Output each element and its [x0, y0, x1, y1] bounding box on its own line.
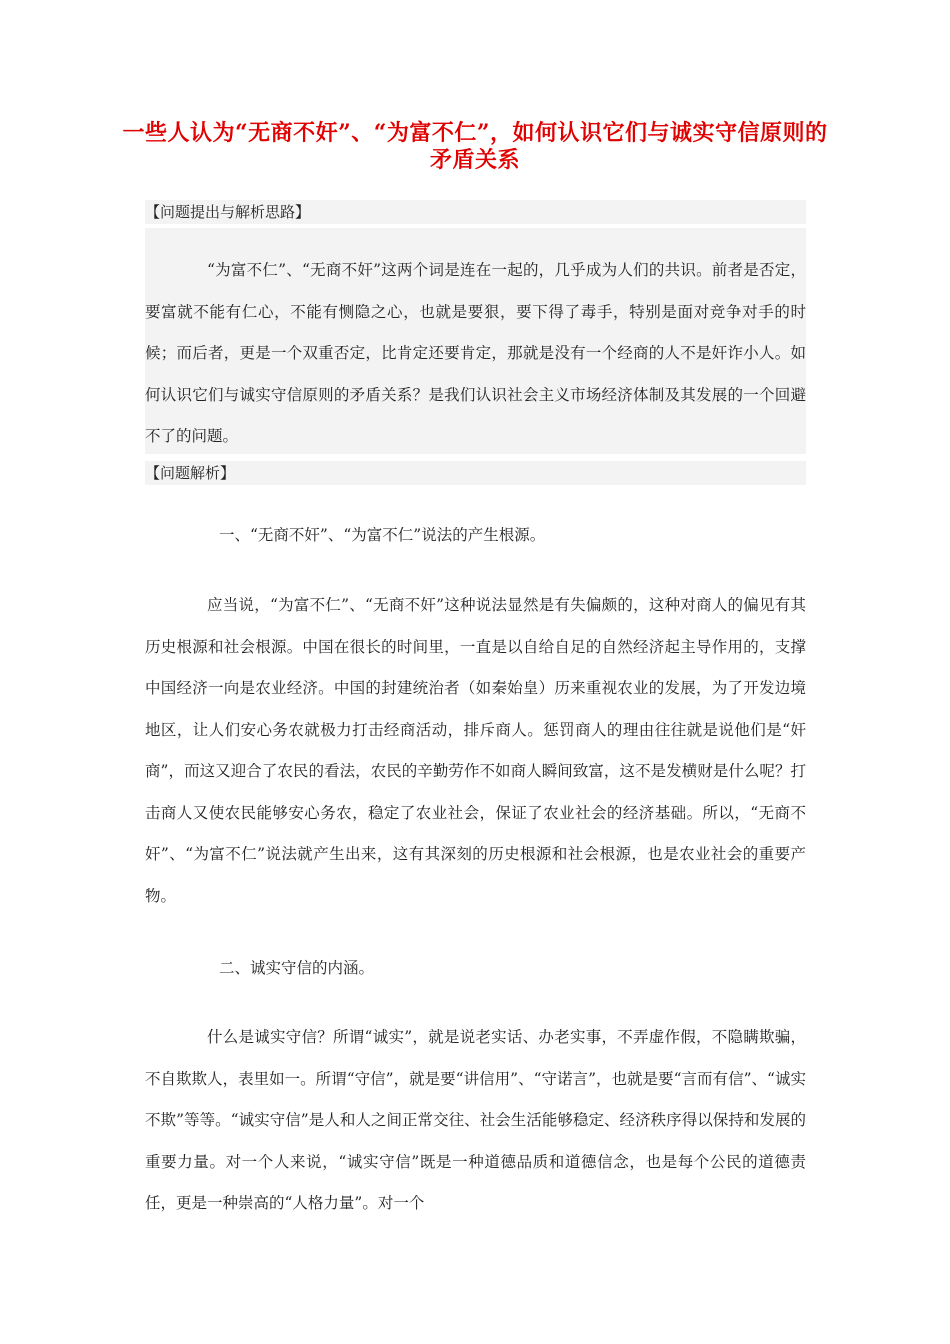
- paragraph-honesty: 什么是诚实守信？所谓“诚实”，就是说老实话、办老实事，不弄虚作假，不隐瞒欺骗，不自欺欺人，表里如一。所谓“守信”，就是要“讲信用”、“守诺言”，也就是要“言而有信”、“诚实不欺”等等。“诚实守信”是人和人之间正常交往、社会生活能够稳定、经济秩序得以保持和发展的重要力量。对一个人来说，“诚实守信”既是一种道德品质和道德信念，也是每个公民的道德责任，更是一种崇高的“人格力量”。对一个: [145, 1028, 806, 1212]
- subheading-origin: 一、“无商不奸”、“为富不仁”说法的产生根源。: [219, 526, 546, 544]
- section-heading-problem: 【问题提出与解析思路】: [145, 200, 806, 224]
- paragraph-origin: 应当说，“为富不仁”、“无商不奸”这种说法显然是有失偏颇的，这种对商人的偏见有其历史根源和社会根源。中国在很长的时间里，一直是以自给自足的自然经济起主导作用的，支撑中国经济一向是农业经济。中国的封建统治者（如秦始皇）历来重视农业的发展，为了开发边境地区，让人们安心务农就极力打击经商活动，排斥商人。惩罚商人的理由往往就是说他们是“奸商”，而这又迎合了农民的看法，农民的辛勤劳作不如商人瞬间致富，这不是发横财是什么呢？打击商人又使农民能够安心务农，稳定了农业社会，保证了农业社会的经济基础。所以，“无商不奸”、“为富不仁”说法就产生出来，这有其深刻的历史根源和社会根源，也是农业社会的重要产物。: [145, 596, 806, 905]
- subheading-honesty: 二、诚实守信的内涵。: [219, 959, 375, 977]
- section-heading-analysis: 【问题解析】: [145, 461, 806, 485]
- paragraph-problem-intro: “为富不仁”、“无商不奸”这两个词是连在一起的，几乎成为人们的共识。前者是否定，要富就不能有仁心，不能有恻隐之心，也就是要狠，要下得了毒手，特别是面对竞争对手的时候；而后者，更是一个双重否定，比肯定还要肯定，那就是没有一个经商的人不是奸诈小人。如何认识它们与诚实守信原则的矛盾关系？是我们认识社会主义市场经济体制及其发展的一个回避不了的问题。: [145, 261, 806, 445]
- document-title: 一些人认为“无商不奸”、“为富不仁”，如何认识它们与诚实守信原则的矛盾关系: [122, 120, 828, 173]
